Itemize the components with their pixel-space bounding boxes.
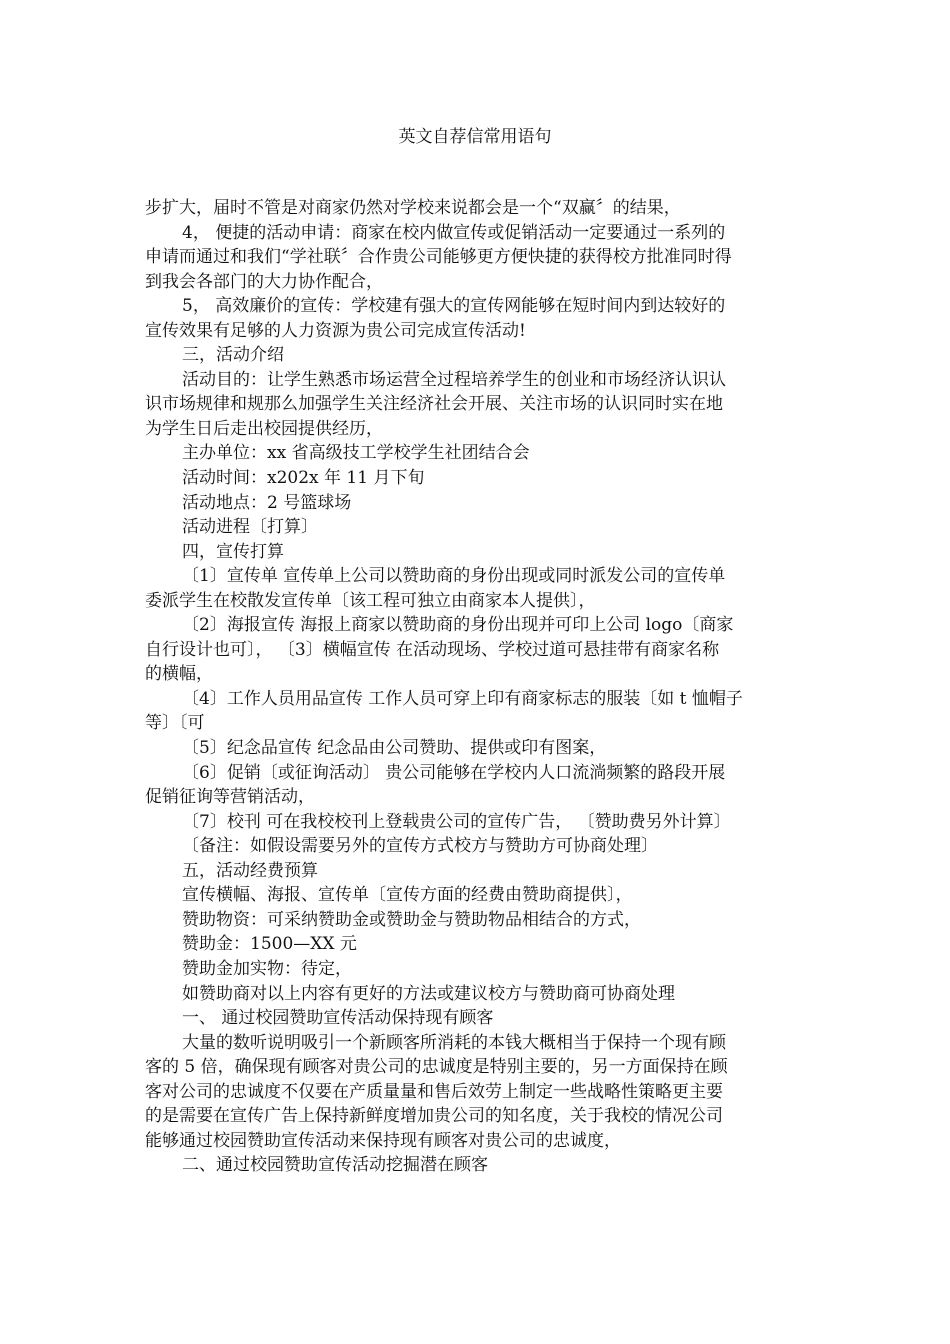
text-line: 的横幅， [145,664,213,685]
text-line: 活动地点：2 号篮球场 [182,492,352,513]
text-line: 四，宣传打算 [182,541,284,562]
text-line: 赞助金加实物：待定， [182,958,352,979]
text-line: 5， 高效廉价的宣传：学校建有强大的宣传网能够在短时间内到达较好的 [182,296,726,317]
text-line: 4， 便捷的活动申请：商家在校内做宣传或促销活动一定要通过一系列的 [182,222,726,243]
text-line: 主办单位：xx 省高级技工学校学生社团结合会 [182,443,530,464]
text-line: 大量的数听说明吸引一个新顾客所消耗的本钱大概相当于保持一个现有顾 [182,1032,726,1053]
text-line: 识市场规律和规那么加强学生关注经济社会开展、关注市场的认识同时实在地 [145,394,723,415]
text-line: 客的 5 倍，确保现有顾客对贵公司的忠诚度是特别主要的，另一方面保持在顾 [145,1057,728,1078]
text-line: 步扩大，届时不管是对商家仍然对学校来说都会是一个“双赢〞的结果， [145,198,681,218]
text-line: 活动进程〔打算〕 [182,517,318,538]
text-line: 到我会各部门的大力协作配合， [145,271,383,292]
text-line: 活动目的：让学生熟悉市场运营全过程培养学生的创业和市场经济认识认 [182,369,726,390]
text-line: 〔5〕纪念品宣传 纪念品由公司赞助、提供或印有图案， [182,738,607,759]
document-body [145,196,805,1178]
text-line: 〔1〕宣传单 宣传单上公司以赞助商的身份出现或同时派发公司的宣传单 [182,566,726,587]
text-line: 促销征询等营销活动， [145,787,315,808]
text-line: 赞助物资：可采纳赞助金或赞助金与赞助物品相结合的方式， [182,909,641,930]
text-line: 活动时间：x202x 年 11 月下旬 [182,468,425,489]
text-line: 〔4〕工作人员用品宣传 工作人员可穿上印有商家标志的服装〔如 t 恤帽子 [182,688,743,709]
text-line: 三，活动介绍 [182,345,284,366]
text-line: 一、 通过校园赞助宣传活动保持现有顾客 [182,1008,494,1029]
text-line: 〔2〕海报宣传 海报上商家以赞助商的身份出现并可印上公司 logo〔商家 [182,615,734,636]
text-line: 能够通过校园赞助宣传活动来保持现有顾客对贵公司的忠诚度， [145,1130,621,1151]
text-line: 申请而通过和我们“学社联〞合作贵公司能够更方便快捷的获得校方批准同时得 [145,247,732,268]
text-line: 自行设计也可〕， 〔3〕横幅宣传 在活动现场、学校过道可悬挂带有商家名称 [145,639,720,660]
text-line: 五，活动经费预算 [182,860,318,881]
text-line: 宣传效果有足够的人力资源为贵公司完成宣传活动! [145,320,526,341]
text-line: 宣传横幅、海报、宣传单〔宣传方面的经费由赞助商提供〕， [182,885,633,906]
text-line: 等〕〔可 [145,713,205,734]
text-line: 二、通过校园赞助宣传活动挖掘潜在顾客 [182,1155,488,1176]
page-title: 英文自荐信常用语句 [398,127,552,147]
text-line: 〔6〕促销〔或征询活动〕 贵公司能够在学校内人口流淌频繁的路段开展 [182,762,726,783]
text-line: 如赞助商对以上内容有更好的方法或建议校方与赞助商可协商处理 [182,983,675,1004]
text-line: 的是需要在宣传广告上保持新鲜度增加贵公司的知名度，关于我校的情况公司 [145,1106,723,1127]
text-line: 客对公司的忠诚度不仅要在产质量量和售后效劳上制定一些战略性策略更主要 [145,1081,723,1102]
text-line: 赞助金：1500—XX 元 [182,934,357,955]
text-line: 〔备注：如假设需要另外的宣传方式校方与赞助方可协商处理〕 [182,836,658,857]
text-line: 为学生日后走出校园提供经历， [145,418,383,439]
text-line: 委派学生在校散发宣传单〔该工程可独立由商家本人提供〕， [145,590,596,611]
text-line: 〔7〕校刊 可在我校校刊上登载贵公司的宣传广告， 〔赞助费另外计算〕 [182,811,731,832]
